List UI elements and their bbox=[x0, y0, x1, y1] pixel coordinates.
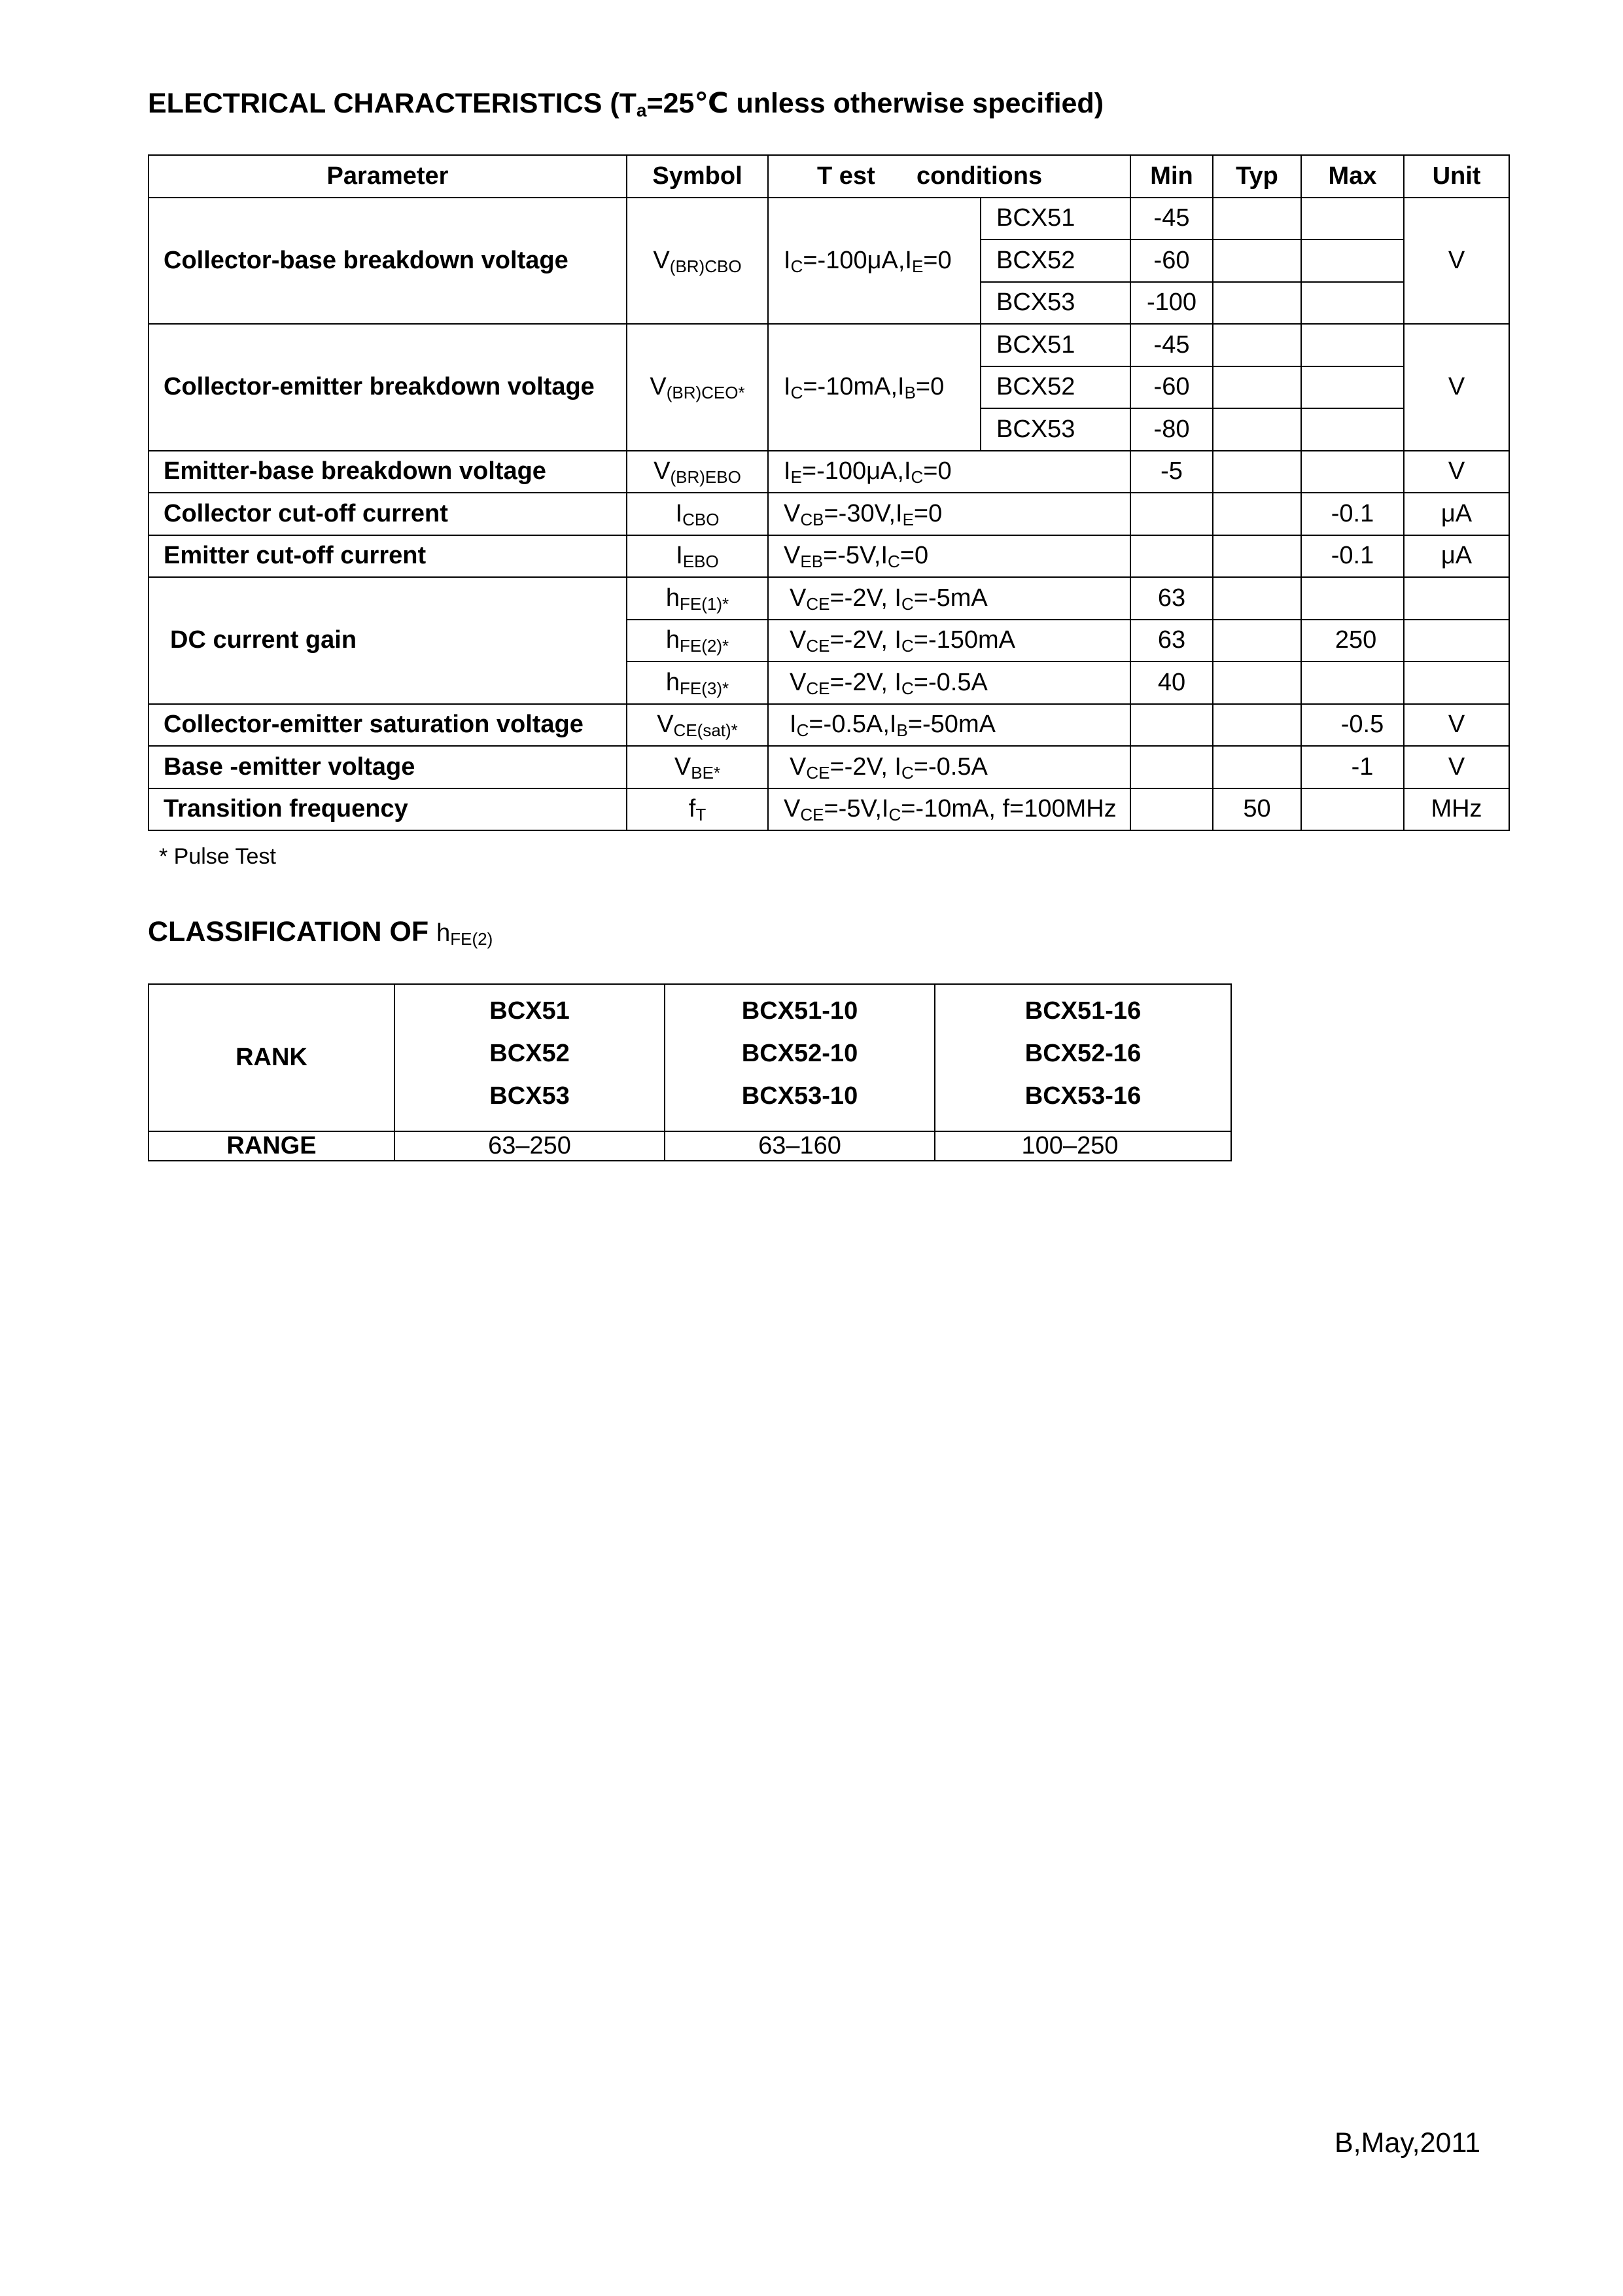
max-cell bbox=[1301, 282, 1404, 325]
min-cell: -5 bbox=[1130, 451, 1213, 493]
cond-hfe3: $V_{CE}=-2V$, $I_C=-0.5A$ bbox=[768, 662, 1130, 704]
cond-ft: $V_{CE}=-5V,I_C=-10mA$, f=100MHz bbox=[768, 788, 1130, 831]
part-cell: BCX51 bbox=[981, 324, 1130, 366]
param-vbe: Base -emitter voltage bbox=[148, 746, 627, 788]
unit-cell bbox=[1404, 662, 1509, 704]
param-iebo: Emitter cut-off current bbox=[148, 535, 627, 578]
min-cell: -100 bbox=[1130, 282, 1213, 325]
cond-vebo: $I_E=-100\mu A,I_C=0$ bbox=[768, 451, 1130, 493]
typ-cell bbox=[1213, 408, 1301, 451]
unit-cell: MHz bbox=[1404, 788, 1509, 831]
part-cell: BCX52 bbox=[981, 239, 1130, 282]
symbol-hfe1: $h_{FE(1)*}$ bbox=[627, 577, 768, 620]
symbol-vceo: $V_{(BR)CEO*}$ bbox=[627, 324, 768, 451]
symbol-vbe: $V_{BE*}$ bbox=[627, 746, 768, 788]
max-cell bbox=[1301, 366, 1404, 409]
typ-cell bbox=[1213, 493, 1301, 535]
range-label: RANGE bbox=[148, 1131, 394, 1161]
table-row bbox=[148, 451, 1509, 493]
pulse-test-note: * Pulse Test bbox=[159, 844, 276, 869]
cond-vceo: $I_C=-10mA,I_B=0$ bbox=[768, 324, 981, 451]
param-vceo: Collector-emitter breakdown voltage bbox=[148, 324, 627, 451]
typ-cell bbox=[1213, 577, 1301, 620]
max-cell: -1 bbox=[1301, 746, 1404, 788]
header-unit: Unit bbox=[1404, 155, 1509, 198]
part-cell: BCX53 bbox=[981, 282, 1130, 325]
min-cell: -45 bbox=[1130, 324, 1213, 366]
param-icbo: Collector cut-off current bbox=[148, 493, 627, 535]
unit-cell: V bbox=[1404, 704, 1509, 747]
unit-cell: V bbox=[1404, 324, 1509, 451]
unit-cell: μA bbox=[1404, 535, 1509, 578]
part-cell: BCX52 bbox=[981, 366, 1130, 409]
symbol-icbo: $I_{CBO}$ bbox=[627, 493, 768, 535]
page-title: ELECTRICAL CHARACTERISTICS ($T_a=25℃$ unless otherwise specified) bbox=[148, 88, 1104, 120]
typ-cell bbox=[1213, 535, 1301, 578]
cond-vcbo: $I_C=-100\mu A,I_E=0$ bbox=[768, 198, 981, 325]
max-cell bbox=[1301, 577, 1404, 620]
header-symbol: Symbol bbox=[627, 155, 768, 198]
table-row bbox=[148, 535, 1509, 578]
max-cell: -0.1 bbox=[1301, 493, 1404, 535]
typ-cell bbox=[1213, 662, 1301, 704]
cond-icbo: $V_{CB}=-30V,I_E=0$ bbox=[768, 493, 1130, 535]
min-cell bbox=[1130, 746, 1213, 788]
unit-cell: V bbox=[1404, 198, 1509, 325]
typ-cell bbox=[1213, 704, 1301, 747]
rank-cell: BCX51-10 BCX52-10 BCX53-10 bbox=[665, 984, 935, 1131]
part-cell: BCX51 bbox=[981, 198, 1130, 240]
unit-cell: V bbox=[1404, 746, 1509, 788]
min-cell: 63 bbox=[1130, 577, 1213, 620]
min-cell: 63 bbox=[1130, 620, 1213, 662]
symbol-ft: $f_T$ bbox=[627, 788, 768, 831]
range-cell: 63–160 bbox=[665, 1131, 935, 1161]
param-vcbo: Collector-base breakdown voltage bbox=[148, 198, 627, 325]
table-row bbox=[148, 493, 1509, 535]
max-cell: -0.5 bbox=[1301, 704, 1404, 747]
unit-cell: V bbox=[1404, 451, 1509, 493]
header-parameter: Parameter bbox=[148, 155, 627, 198]
cond-hfe2: $V_{CE}=-2V$, $I_C=-150mA$ bbox=[768, 620, 1130, 662]
header-test-conditions: T est conditions bbox=[768, 155, 1130, 198]
symbol-vcbo: $V_{(BR)CBO}$ bbox=[627, 198, 768, 325]
max-cell: -0.1 bbox=[1301, 535, 1404, 578]
unit-cell: μA bbox=[1404, 493, 1509, 535]
param-hfe: DC current gain bbox=[148, 577, 627, 704]
max-cell bbox=[1301, 451, 1404, 493]
typ-cell bbox=[1213, 746, 1301, 788]
min-cell: 40 bbox=[1130, 662, 1213, 704]
max-cell bbox=[1301, 198, 1404, 240]
symbol-vebo: $V_{(BR)EBO}$ bbox=[627, 451, 768, 493]
typ-cell bbox=[1213, 620, 1301, 662]
rank-cell: BCX51 BCX52 BCX53 bbox=[394, 984, 665, 1131]
max-cell: 250 bbox=[1301, 620, 1404, 662]
param-vcesat: Collector-emitter saturation voltage bbox=[148, 704, 627, 747]
cond-iebo: $V_{EB}=-5V,I_C=0$ bbox=[768, 535, 1130, 578]
part-cell: BCX53 bbox=[981, 408, 1130, 451]
typ-cell bbox=[1213, 451, 1301, 493]
table-row bbox=[148, 704, 1509, 747]
cond-vcesat: $I_C=-0.5A,I_B=-50mA$ bbox=[768, 704, 1130, 747]
max-cell bbox=[1301, 408, 1404, 451]
min-cell bbox=[1130, 535, 1213, 578]
unit-cell bbox=[1404, 577, 1509, 620]
header-min: Min bbox=[1130, 155, 1213, 198]
revision-date: B,May,2011 bbox=[1335, 2127, 1481, 2159]
table-row bbox=[148, 324, 1509, 366]
typ-cell bbox=[1213, 239, 1301, 282]
min-cell: -60 bbox=[1130, 239, 1213, 282]
typ-cell bbox=[1213, 324, 1301, 366]
range-cell: 100–250 bbox=[935, 1131, 1231, 1161]
cond-vbe: $V_{CE}=-2V$, $I_C=-0.5A$ bbox=[768, 746, 1130, 788]
unit-cell bbox=[1404, 620, 1509, 662]
rank-cell: BCX51-16 BCX52-16 BCX53-16 bbox=[935, 984, 1231, 1131]
header-max: Max bbox=[1301, 155, 1404, 198]
header-typ: Typ bbox=[1213, 155, 1301, 198]
symbol-hfe2: $h_{FE(2)*}$ bbox=[627, 620, 768, 662]
typ-cell bbox=[1213, 282, 1301, 325]
cond-hfe1: $V_{CE}=-2V$, $I_C=-5mA$ bbox=[768, 577, 1130, 620]
classification-table bbox=[148, 983, 1232, 1161]
typ-cell: 50 bbox=[1213, 788, 1301, 831]
symbol-vcesat: $V_{CE(sat)*}$ bbox=[627, 704, 768, 747]
table-row bbox=[148, 198, 1509, 240]
min-cell: -80 bbox=[1130, 408, 1213, 451]
min-cell: -60 bbox=[1130, 366, 1213, 409]
electrical-characteristics-table bbox=[148, 154, 1510, 831]
max-cell bbox=[1301, 239, 1404, 282]
table-row bbox=[148, 788, 1509, 831]
typ-cell bbox=[1213, 198, 1301, 240]
table-row bbox=[148, 984, 1231, 1131]
min-cell bbox=[1130, 788, 1213, 831]
table-header-row bbox=[148, 155, 1509, 198]
range-cell: 63–250 bbox=[394, 1131, 665, 1161]
symbol-hfe3: $h_{FE(3)*}$ bbox=[627, 662, 768, 704]
param-vebo: Emitter-base breakdown voltage bbox=[148, 451, 627, 493]
min-cell: -45 bbox=[1130, 198, 1213, 240]
max-cell bbox=[1301, 662, 1404, 704]
table-row bbox=[148, 746, 1509, 788]
symbol-iebo: $I_{EBO}$ bbox=[627, 535, 768, 578]
max-cell bbox=[1301, 324, 1404, 366]
table-row bbox=[148, 1131, 1231, 1161]
max-cell bbox=[1301, 788, 1404, 831]
min-cell bbox=[1130, 493, 1213, 535]
typ-cell bbox=[1213, 366, 1301, 409]
min-cell bbox=[1130, 704, 1213, 747]
param-ft: Transition frequency bbox=[148, 788, 627, 831]
classification-title: CLASSIFICATION OF $h_{FE(2)}$ bbox=[148, 916, 493, 949]
table-row bbox=[148, 577, 1509, 620]
rank-label: RANK bbox=[148, 984, 394, 1131]
